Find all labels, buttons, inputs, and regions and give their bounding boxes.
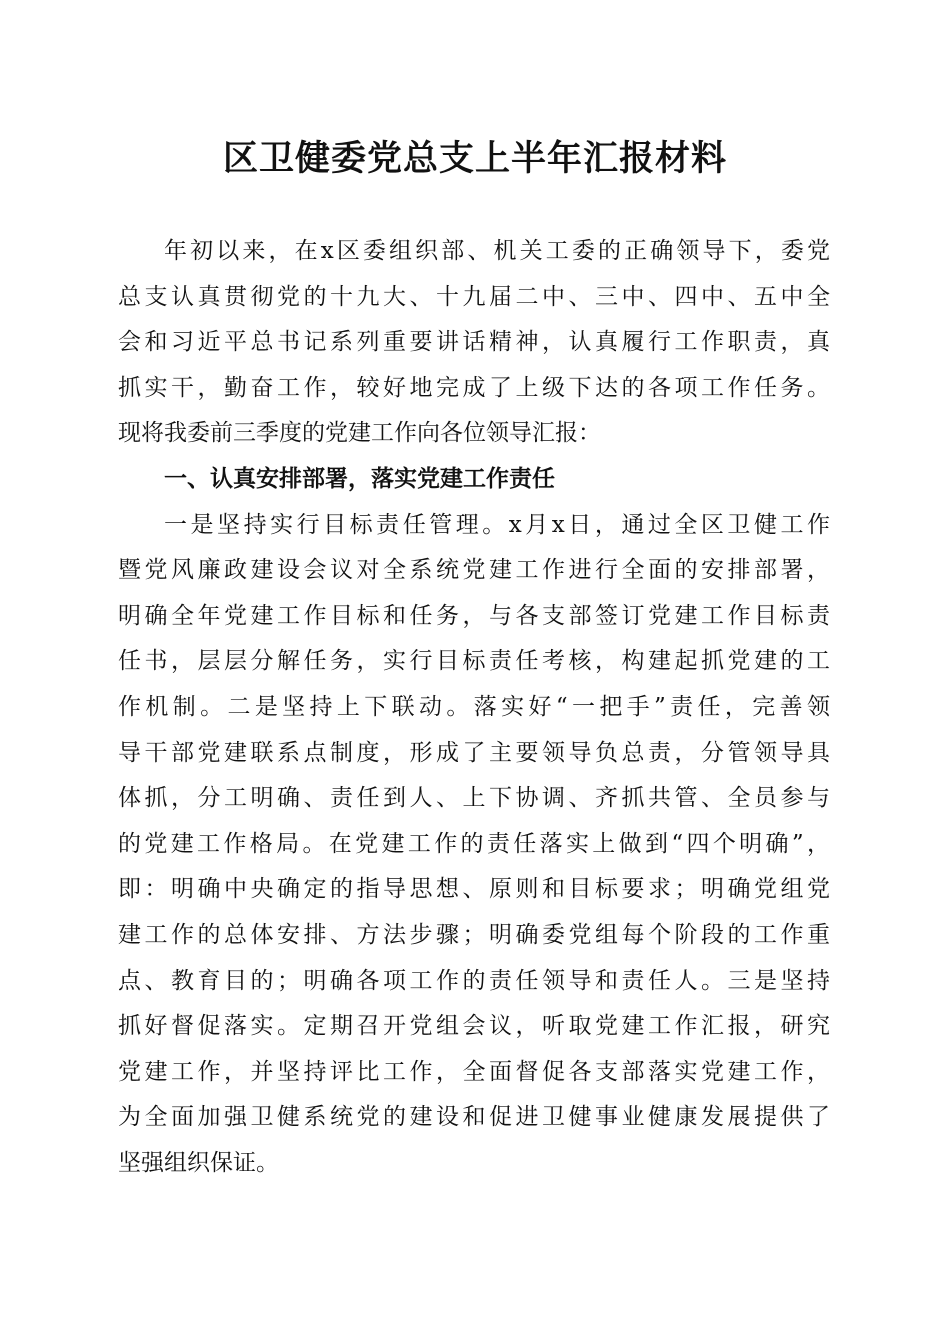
paragraph-line: 任书，层层分解任务，实行目标责任考核，构建起抓党建的工 — [118, 648, 830, 675]
paragraph-line: 点、教育目的；明确各项工作的责任领导和责任人。三是坚持 — [118, 967, 830, 994]
intro-line: 年初以来，在x区委组织部、机关工委的正确领导下，委党 — [164, 238, 830, 264]
document-body — [118, 229, 830, 1186]
intro-line: 现将我委前三季度的党建工作向各位领导汇报： — [118, 420, 601, 447]
paragraph-line: 的党建工作格局。在党建工作的责任落实上做到“四个明确”， — [118, 830, 830, 857]
document-title: 区卫健委党总支上半年汇报材料 — [222, 138, 727, 179]
section1-paragraph — [118, 503, 830, 1187]
intro-line: 抓实干，勤奋工作，较好地完成了上级下达的各项工作任务。 — [118, 374, 830, 401]
paragraph-line: 作机制。二是坚持上下联动。落实好“一把手”责任，完善领 — [118, 693, 830, 720]
section-heading: 一、认真安排部署，落实党建工作责任 — [164, 465, 555, 492]
paragraph-line: 导干部党建联系点制度，形成了主要领导负总责，分管领导具 — [118, 739, 830, 766]
paragraph-line: 明确全年党建工作目标和任务，与各支部签订党建工作目标责 — [118, 602, 830, 629]
paragraph-line: 暨党风廉政建设会议对全系统党建工作进行全面的安排部署， — [118, 557, 830, 584]
intro-line: 会和习近平总书记系列重要讲话精神，认真履行工作职责，真 — [118, 329, 830, 356]
paragraph-line: 为全面加强卫健系统党的建设和促进卫健事业健康发展提供了 — [118, 1104, 830, 1131]
intro-line: 总支认真贯彻党的十九大、十九届二中、三中、四中、五中全 — [118, 283, 830, 310]
paragraph-line: 党建工作，并坚持评比工作，全面督促各支部落实党建工作， — [118, 1058, 830, 1085]
paragraph-line: 抓好督促落实。定期召开党组会议，听取党建工作汇报，研究 — [118, 1013, 830, 1040]
paragraph-line: 一是坚持实行目标责任管理。x月x日，通过全区卫健工作 — [164, 511, 830, 538]
paragraph-line: 即：明确中央确定的指导思想、原则和目标要求；明确党组党 — [118, 876, 830, 903]
paragraph-line: 坚强组织保证。 — [118, 1149, 279, 1176]
intro-paragraph — [118, 229, 830, 457]
paragraph-line: 建工作的总体安排、方法步骤；明确委党组每个阶段的工作重 — [118, 921, 830, 948]
paragraph-line: 体抓，分工明确、责任到人、上下协调、齐抓共管、全员参与 — [118, 785, 830, 812]
